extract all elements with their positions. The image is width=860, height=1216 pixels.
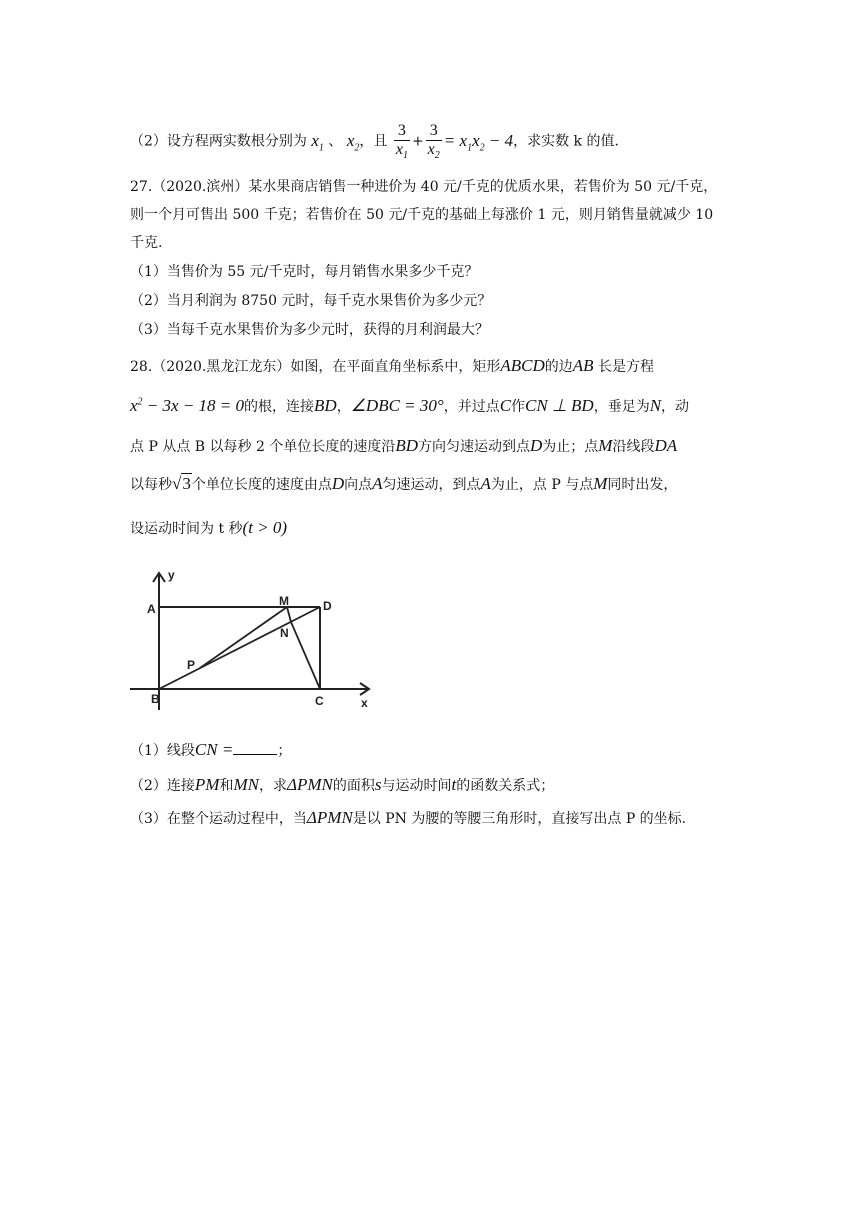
coordinate-figure <box>125 565 380 715</box>
q28-line1: 28.（2020.黑龙江龙东）如图，在平面直角坐标系中，矩形ABCD的边AB 长是方程 <box>130 356 654 375</box>
label-p: P <box>187 658 196 672</box>
label-m: M <box>279 594 289 608</box>
q27-sub1: （1）当售价为 55 元/千克时，每月销售水果多少千克？ <box>130 264 479 280</box>
q27-line3: 千克. <box>130 235 163 251</box>
label-n: N <box>280 626 289 640</box>
fraction: $\frac{3}{x_1}$ <box>395 122 408 162</box>
q2-prev: （2）设方程两实数根分别为 $x_1$ 、 $x_2$，且 $\frac{3}{x_1}$ + $\frac{3}{x_2}$ = $x_1x_2 - 4$，求实数 k 的值. <box>130 122 619 162</box>
answer-blank <box>233 754 277 755</box>
q27-sub3: （3）当每千克水果售价为多少元时，获得的月利润最大？ <box>130 322 489 338</box>
q28-line4: 以每秒√3个单位长度的速度由点D向点A匀速运动，到点A为止，点 P 与点M同时出发， <box>130 474 678 493</box>
segment-pm <box>200 607 287 668</box>
q28-line5: 设运动时间为 t 秒(t > 0) <box>130 518 288 537</box>
q27-line1: 27.（2020.滨州）某水果商店销售一种进价为 40 元/千克的优质水果，若售价为 50 元/千克， <box>130 179 718 195</box>
segment-mn <box>287 607 291 622</box>
q28-sub2: （2）连接PM和MN，求ΔPMN的面积s与运动时间t的函数关系式； <box>130 775 555 794</box>
q27-sub2: （2）当月利润为 8750 元时，每千克水果售价为多少元？ <box>130 293 492 309</box>
label-a: A <box>147 602 156 616</box>
segment-nc <box>291 622 320 689</box>
q28-line3: 点 P 从点 B 以每秒 2 个单位长度的速度沿BD方向匀速运动到点D为止；点M沿线段DA <box>130 436 678 455</box>
q28-sub1: （1）线段CN = ； <box>130 740 292 759</box>
diagonal-bd <box>159 607 320 689</box>
label-x: x <box>361 696 368 710</box>
label-c: C <box>315 694 324 708</box>
label-y: y <box>168 568 175 582</box>
label-d: D <box>323 599 332 613</box>
q28-line2: $x^2 - 3x - 18 = 0$的根，连接BD，∠DBC = 30°，并过点C作CN ⊥ BD，垂足为N，动 <box>130 396 690 415</box>
q27-line2: 则一个月可售出 500 千克；若售价在 50 元/千克的基础上每涨价 1 元，则月销售量就减少 10 <box>130 207 714 223</box>
label-b: B <box>151 692 160 706</box>
q28-sub3: （3）在整个运动过程中，当ΔPMN是以 PN 为腰的等腰三角形时，直接写出点 P 的坐标. <box>130 808 687 827</box>
